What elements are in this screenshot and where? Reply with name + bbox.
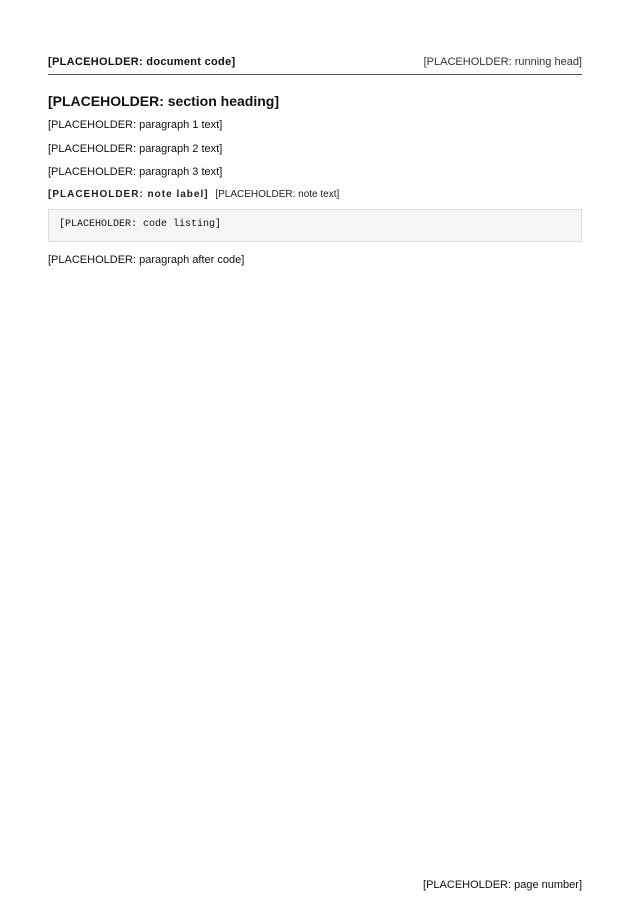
page-footer bbox=[48, 879, 582, 891]
paragraph: [PLACEHOLDER: paragraph 2 text] bbox=[48, 142, 223, 155]
page-number: [PLACEHOLDER: page number] bbox=[423, 879, 582, 891]
section-title: [PLACEHOLDER: section heading] bbox=[48, 93, 280, 109]
page-header bbox=[48, 56, 582, 75]
document-code: [PLACEHOLDER: document code] bbox=[48, 56, 236, 68]
running-head: [PLACEHOLDER: running head] bbox=[423, 56, 582, 68]
paragraph: [PLACEHOLDER: paragraph 1 text] bbox=[48, 119, 223, 131]
closing-paragraph: [PLACEHOLDER: paragraph after code] bbox=[48, 253, 245, 266]
paragraph: [PLACEHOLDER: paragraph 3 text] bbox=[48, 166, 223, 178]
code-block: [PLACEHOLDER: code listing] bbox=[48, 209, 582, 242]
note bbox=[48, 188, 582, 203]
note-text: [PLACEHOLDER: note text] bbox=[215, 188, 340, 200]
note-label: [PLACEHOLDER: note label] bbox=[48, 188, 209, 200]
